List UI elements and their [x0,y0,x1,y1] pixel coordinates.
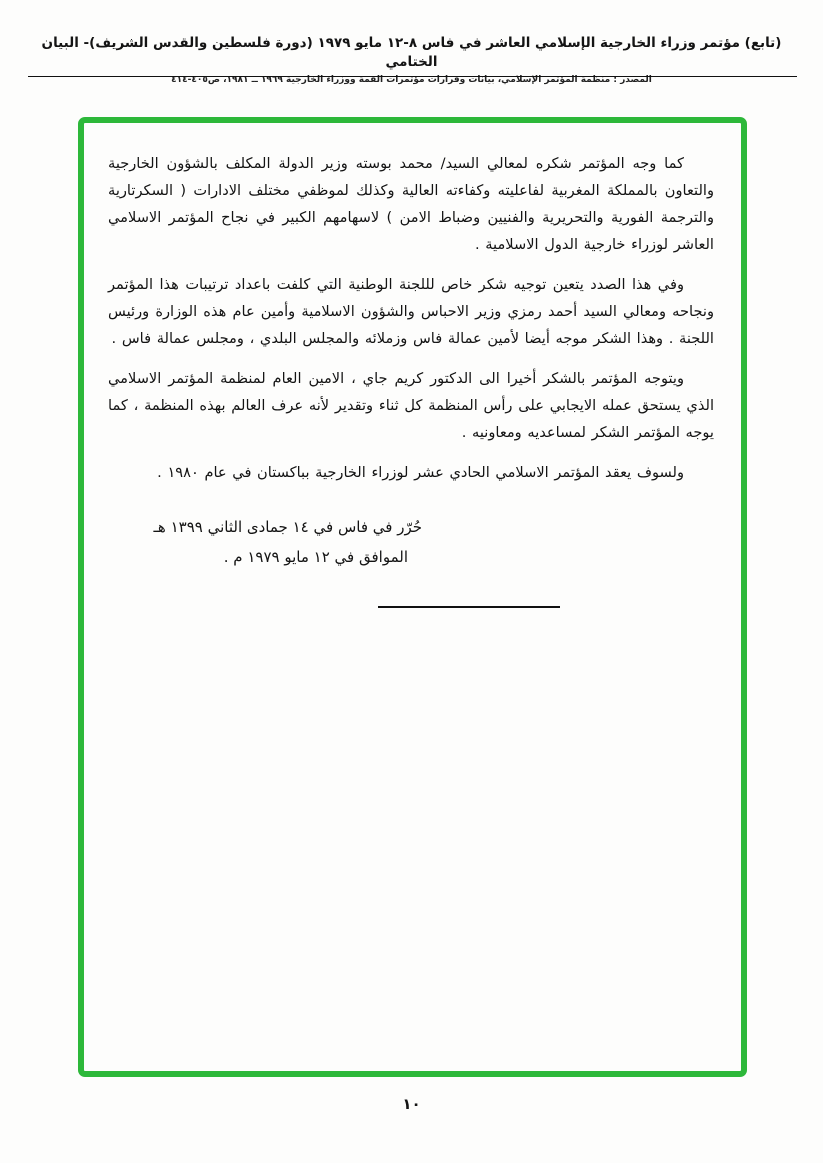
page-number: ١٠ [402,1095,421,1113]
hijri-date-line: حُرّر في فاس في ١٤ جمادى الثاني ١٣٩٩ هـ [153,518,422,536]
document-source-line: المصدر : منظمة المؤتمر الإسلامي، بيانات وقرارات مؤتمرات القمة ووزراء الخارجية ١٩٦٩ ــ ١٩٨١، ص٤٠٥-٤١٤ [171,74,652,85]
gregorian-date-line: الموافق في ١٢ مايو ١٩٧٩ م . [223,548,408,566]
paragraph: ويتوجه المؤتمر بالشكر أخيرا الى الدكتور كريم جاي ، الامين العام لمنظمة المؤتمر الاسلامي الذي يستحق عمله الايجابي على رأس المنظمة كل ثناء وتقدير لأنه عرف العالم بهذه المنظمة ، كما يوجه المؤتمر الشكر لمساعديه ومعاونيه . [108,370,714,441]
paragraph: وفي هذا الصدد يتعين توجيه شكر خاص لللجنة الوطنية التي كلفت باعداد ترتيبات هذا المؤتمر ونجاحه ومعالي السيد أحمد رمزي وزير الاحباس والشؤون الاسلامية وأمين عام هذه الوزارة ورئيس اللجنة . وهذا الشكر موجه أيضا لأمين عمالة فاس وزملائه والمجلس البلدي ، ومجلس عمالة فاس . [108,276,714,347]
document-title: (تابع) مؤتمر وزراء الخارجية الإسلامي العاشر في فاس ٨-١٢ مايو ١٩٧٩ (دورة فلسطين والقدس الشريف)- البيان الختامي [41,35,782,70]
separator-line [378,606,560,608]
document-header [28,34,795,85]
header-divider [28,76,797,77]
paragraph: كما وجه المؤتمر شكره لمعالي السيد/ محمد بوسته وزير الدولة المكلف بالشؤون الخارجية والتعاون بالمملكة المغربية لفاعليته وكفاءته العالية وكذلك لموظفي مختلف الادارات ( السكرتارية والترجمة الفورية والتحريرية والفنيين وضباط الامن ) لاسهامهم الكبير في نجاح المؤتمر الاسلامي العاشر لوزراء خارجية الدول الاسلامية . [108,155,714,253]
document-body [108,150,714,608]
paragraph: ولسوف يعقد المؤتمر الاسلامي الحادي عشر لوزراء الخارجية بباكستان في عام ١٩٨٠ . [157,464,684,481]
date-block [122,512,422,572]
